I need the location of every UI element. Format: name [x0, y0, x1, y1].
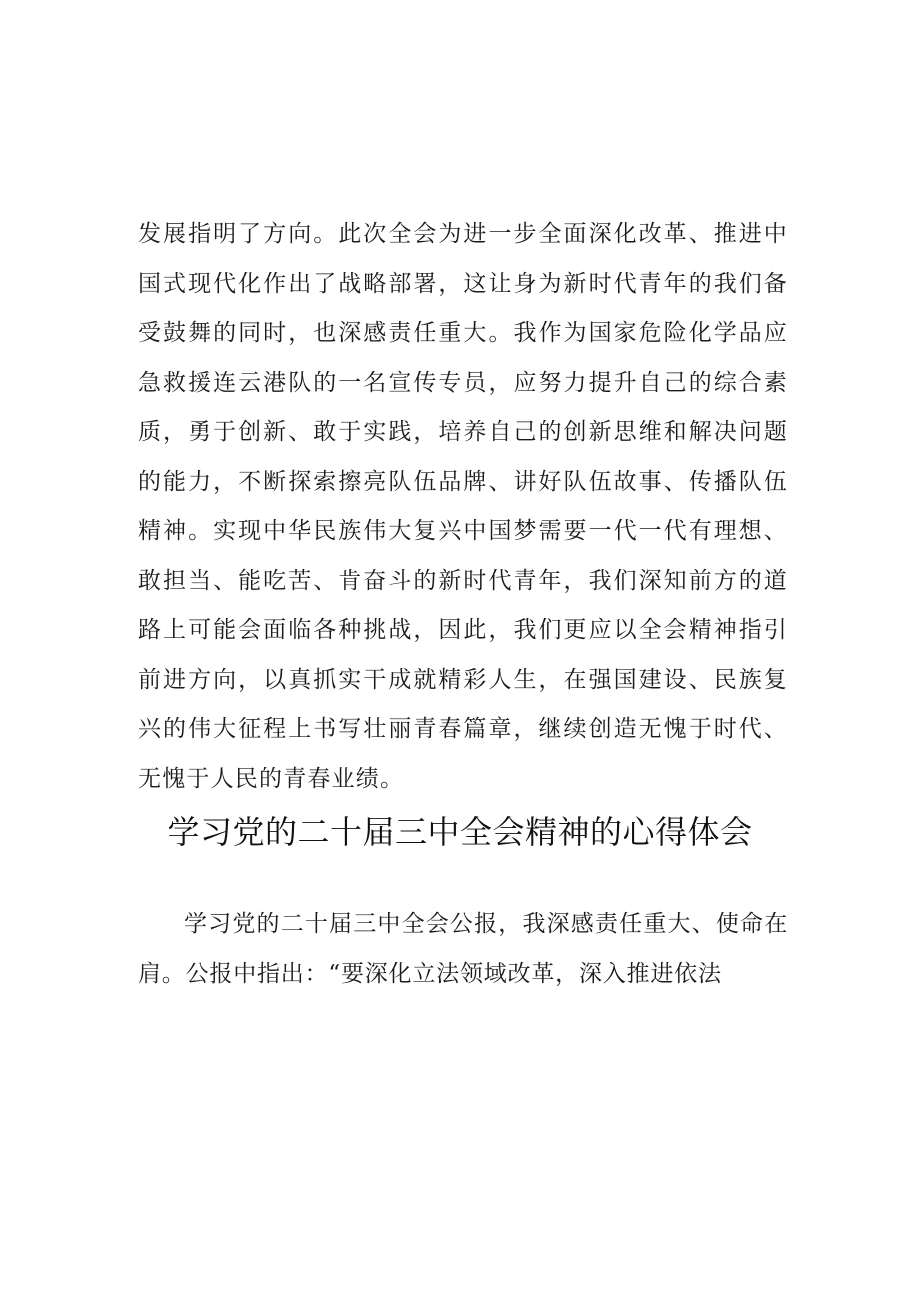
- body-paragraph-intro: 学习党的二十届三中全会公报，我深感责任重大、使命在肩。公报中指出：“要深化立法领域改革，深入推进依法: [138, 911, 788, 987]
- section-heading: 学习党的二十届三中全会精神的心得体会: [167, 813, 753, 851]
- body-paragraph-continued: 发展指明了方向。此次全会为进一步全面深化改革、推进中国式现代化作出了战略部署，这让身为新时代青年的我们备受鼓舞的同时，也深感责任重大。我作为国家危险化学品应急救援连云港队的一名宣传专员，应努力提升自己的综合素质，勇于创新、敢于实践，培养自己的创新思维和解决问题的能力，不断探索擦亮队伍品牌、讲好队伍故事、传播队伍精神。实现中华民族伟大复兴中国梦需要一代一代有理想、敢担当、能吃苦、肯奋斗的新时代青年，我们深知前方的道路上可能会面临各种挑战，因此，我们更应以全会精神指引前进方向，以真抓实干成就精彩人生，在强国建设、民族复兴的伟大征程上书写壮丽青春篇章，继续创造无愧于时代、无愧于人民的青春业绩。: [138, 221, 788, 792]
